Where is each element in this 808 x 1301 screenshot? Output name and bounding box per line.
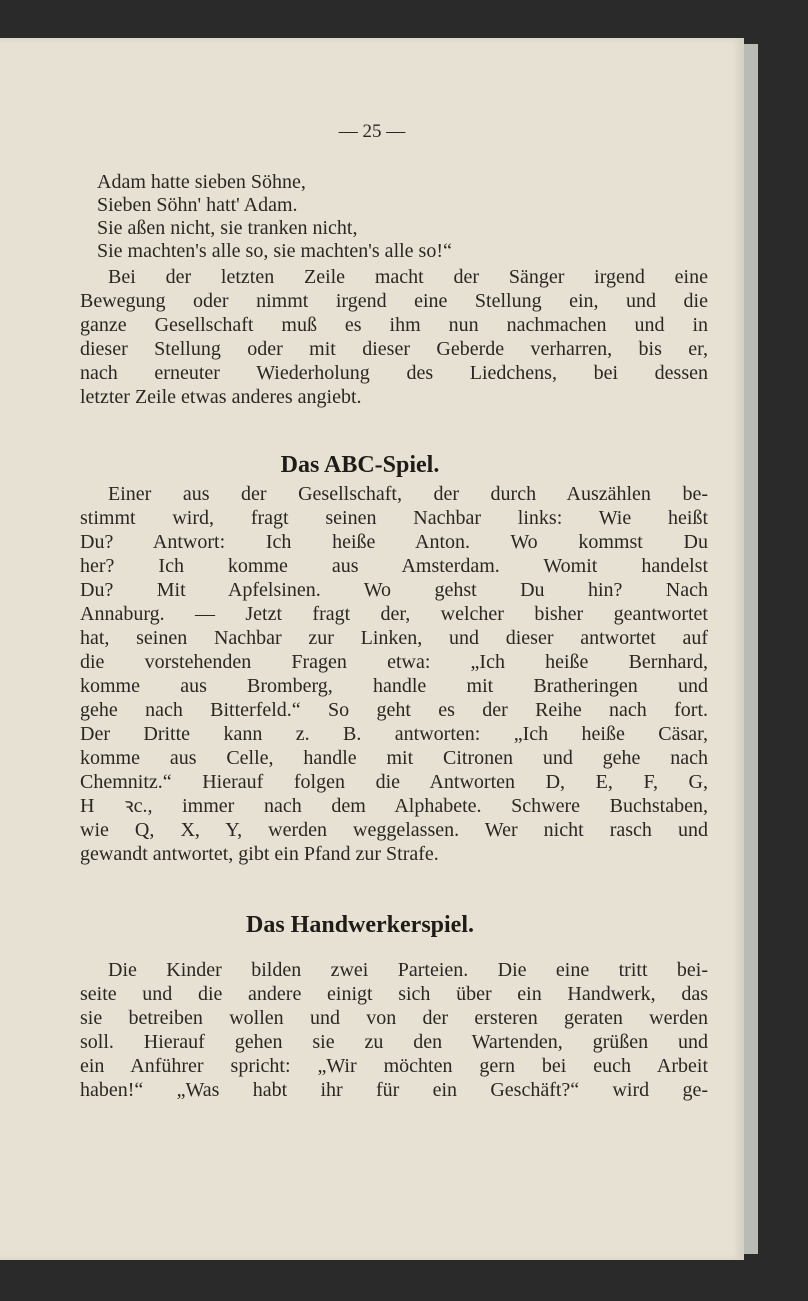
paragraph-line: ganze Gesellschaft muß es ihm nun nachmachen und in [80, 314, 708, 336]
paragraph-line: seite und die andere einigt sich über ein Handwerk, das [80, 983, 708, 1005]
paragraph-line: wie Q, X, Y, werden weggelassen. Wer nicht rasch und [80, 819, 708, 841]
paragraph-line: Chemnitz.“ Hierauf folgen die Antworten D, E, F, G, [80, 771, 708, 793]
paragraph-line: H ꝛc., immer nach dem Alphabete. Schwere Buchstaben, [80, 795, 708, 817]
paragraph-line: nach erneuter Wiederholung des Liedchens, bei dessen [80, 362, 708, 384]
paragraph-line: Du? Mit Apfelsinen. Wo gehst Du hin? Nach [80, 579, 708, 601]
paragraph-line: her? Ich komme aus Amsterdam. Womit handelst [80, 555, 708, 577]
paragraph-line: die vorstehenden Fragen etwa: „Ich heiße Bernhard, [80, 651, 708, 673]
paragraph-line: soll. Hierauf gehen sie zu den Wartenden, grüßen und [80, 1031, 708, 1053]
section-heading-handwerkerspiel: Das Handwerkerspiel. [246, 912, 474, 938]
paragraph-line: Du? Antwort: Ich heiße Anton. Wo kommst Du [80, 531, 708, 553]
verse-line: Sie aßen nicht, sie tranken nicht, [97, 217, 358, 239]
verse-line: Sieben Söhn' hatt' Adam. [97, 194, 298, 216]
paragraph-line: Einer aus der Gesellschaft, der durch Auszählen be- [108, 483, 708, 505]
paragraph-line: dieser Stellung oder mit dieser Geberde verharren, bis er, [80, 338, 708, 360]
paragraph-line: komme aus Bromberg, handle mit Bratheringen und [80, 675, 708, 697]
paragraph-line: Annaburg. — Jetzt fragt der, welcher bisher geantwortet [80, 603, 708, 625]
paragraph-line: Der Dritte kann z. B. antworten: „Ich heiße Cäsar, [80, 723, 708, 745]
paragraph-line: hat, seinen Nachbar zur Linken, und dieser antwortet auf [80, 627, 708, 649]
verse-line: Sie machten's alle so, sie machten's alle so!“ [97, 240, 452, 262]
paragraph-line: letzter Zeile etwas anderes angiebt. [80, 386, 362, 408]
paragraph-line: sie betreiben wollen und von der ersteren geraten werden [80, 1007, 708, 1029]
paragraph-line: gehe nach Bitterfeld.“ So geht es der Reihe nach fort. [80, 699, 708, 721]
page-edge [744, 44, 758, 1254]
page-number: — 25 — [338, 121, 406, 142]
section-heading-abc-spiel: Das ABC-Spiel. [280, 452, 440, 478]
paragraph-line: gewandt antwortet, gibt ein Pfand zur Strafe. [80, 843, 439, 865]
paragraph-line: ein Anführer spricht: „Wir möchten gern bei euch Arbeit [80, 1055, 708, 1077]
paragraph-line: haben!“ „Was habt ihr für ein Geschäft?“ wird ge- [80, 1079, 708, 1101]
paragraph-line: Bewegung oder nimmt irgend eine Stellung ein, und die [80, 290, 708, 312]
verse-line: Adam hatte sieben Söhne, [97, 171, 306, 193]
paragraph-line: komme aus Celle, handle mit Citronen und gehe nach [80, 747, 708, 769]
paragraph-line: Die Kinder bilden zwei Parteien. Die eine tritt bei- [108, 959, 708, 981]
paragraph-line: stimmt wird, fragt seinen Nachbar links: Wie heißt [80, 507, 708, 529]
paragraph-line: Bei der letzten Zeile macht der Sänger irgend eine [108, 266, 708, 288]
